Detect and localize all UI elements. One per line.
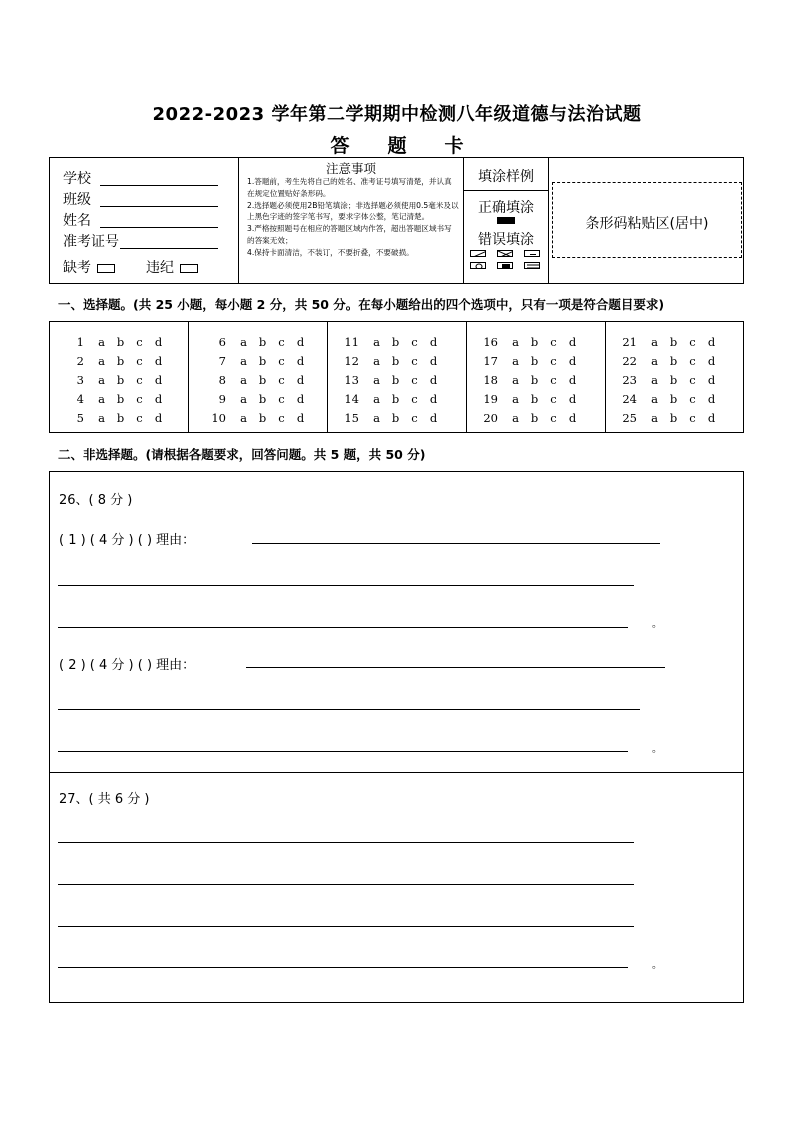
option-a-bubble[interactable]: a	[512, 392, 519, 406]
section-1-heading: 一、选择题。(共 25 小题，每小题 2 分，共 50 分。在每小题给出的四个选项中，只有一项是符合题目要求)	[58, 297, 665, 312]
question-number: 7	[218, 354, 226, 368]
note-item: 1.答题前，考生先将自己的姓名、准考证号填写清楚，并认真在规定位置贴好条形码。	[247, 177, 452, 198]
option-d-bubble[interactable]: d	[707, 411, 716, 425]
note-item: 3.严格按照题号在相应的答题区域内作答，超出答题区域书写的答案无效；	[247, 224, 452, 245]
choice-row	[478, 392, 582, 411]
option-b-bubble[interactable]: b	[530, 335, 539, 349]
question-number: 18	[483, 373, 498, 387]
choice-row	[68, 373, 168, 392]
option-d-bubble[interactable]: d	[429, 411, 438, 425]
choice-row	[206, 392, 310, 411]
option-b-bubble[interactable]: b	[530, 411, 539, 425]
choice-row	[617, 411, 721, 430]
option-b-bubble[interactable]: b	[391, 335, 400, 349]
option-c-bubble[interactable]: c	[550, 354, 557, 368]
question-26-label: 26、( 8 分 )	[59, 493, 133, 508]
choice-row	[68, 335, 168, 354]
option-d-bubble[interactable]: d	[154, 411, 163, 425]
answer-line[interactable]	[252, 543, 660, 544]
option-b-bubble[interactable]: b	[669, 354, 678, 368]
wrong-mark-cross-icon	[497, 250, 513, 257]
option-d-bubble[interactable]: d	[296, 411, 305, 425]
option-d-bubble[interactable]: d	[568, 392, 577, 406]
option-d-bubble[interactable]: d	[707, 354, 716, 368]
fill-correct-mark	[497, 217, 515, 224]
question-number: 15	[344, 411, 359, 425]
question-number: 25	[622, 411, 637, 425]
question-26-part-2: ( 2 ) ( 4 分 ) ( ) 理由：	[59, 658, 196, 673]
option-a-bubble[interactable]: a	[98, 373, 105, 387]
option-a-bubble[interactable]: a	[98, 411, 105, 425]
option-c-bubble[interactable]: c	[411, 411, 418, 425]
question-number: 12	[344, 354, 359, 368]
choice-row	[68, 392, 168, 411]
option-d-bubble[interactable]: d	[707, 373, 716, 387]
page-title: 2022-2023 学年第二学期期中检测八年级道德与法治试题	[152, 104, 642, 125]
option-d-bubble[interactable]: d	[429, 335, 438, 349]
option-a-bubble[interactable]: a	[98, 392, 105, 406]
option-c-bubble[interactable]: c	[411, 335, 418, 349]
answer-box	[49, 471, 744, 1003]
option-a-bubble[interactable]: a	[512, 335, 519, 349]
name-label: 姓名	[63, 213, 91, 229]
divider	[464, 190, 548, 191]
option-a-bubble[interactable]: a	[98, 354, 105, 368]
answer-line[interactable]	[246, 667, 665, 668]
option-c-bubble[interactable]: c	[550, 373, 557, 387]
choice-row	[478, 373, 582, 392]
option-d-bubble[interactable]: d	[568, 373, 577, 387]
option-c-bubble[interactable]: c	[411, 373, 418, 387]
option-d-bubble[interactable]: d	[707, 335, 716, 349]
fill-wrong-label: 错误填涂	[478, 232, 534, 248]
choice-row	[339, 392, 443, 411]
choice-row	[339, 335, 443, 354]
class-label: 班级	[63, 192, 91, 208]
option-d-bubble[interactable]: d	[154, 354, 163, 368]
end-mark: 。	[652, 960, 662, 971]
notes-panel	[239, 158, 464, 283]
choice-answer-grid	[49, 321, 744, 433]
choice-row	[206, 373, 310, 392]
option-b-bubble[interactable]: b	[258, 392, 267, 406]
note-item: 2.选择题必须使用2B铅笔填涂；非选择题必须使用0.5毫米及以上黑色字迹的签字笔书写，要求字体公整，笔记清楚。	[247, 200, 459, 222]
option-b-bubble[interactable]: b	[391, 373, 400, 387]
option-d-bubble[interactable]: d	[568, 335, 577, 349]
school-label: 学校	[63, 171, 91, 187]
wrong-mark-lines-icon	[524, 262, 540, 269]
option-b-bubble[interactable]: b	[258, 354, 267, 368]
option-c-bubble[interactable]: c	[278, 392, 285, 406]
option-b-bubble[interactable]: b	[116, 335, 125, 349]
answer-line[interactable]	[58, 751, 628, 752]
option-c-bubble[interactable]: c	[136, 411, 143, 425]
choice-row	[478, 354, 582, 373]
option-a-bubble[interactable]: a	[651, 411, 658, 425]
choice-column	[188, 322, 328, 432]
option-c-bubble[interactable]: c	[278, 354, 285, 368]
option-a-bubble[interactable]: a	[512, 411, 519, 425]
option-a-bubble[interactable]: a	[373, 373, 380, 387]
option-c-bubble[interactable]: c	[136, 373, 143, 387]
question-number: 19	[483, 392, 498, 406]
option-b-bubble[interactable]: b	[391, 411, 400, 425]
option-c-bubble[interactable]: c	[136, 335, 143, 349]
question-number: 9	[218, 392, 226, 406]
section-2-heading: 二、非选择题。(请根据各题要求，回答问题。共 5 题，共 50 分)	[58, 447, 426, 462]
choice-row	[206, 354, 310, 373]
option-a-bubble[interactable]: a	[240, 354, 247, 368]
option-b-bubble[interactable]: b	[391, 392, 400, 406]
answer-line[interactable]	[58, 967, 628, 968]
option-c-bubble[interactable]: c	[278, 373, 285, 387]
notes-list	[247, 176, 459, 259]
divider	[50, 772, 743, 773]
option-c-bubble[interactable]: c	[278, 335, 285, 349]
option-c-bubble[interactable]: c	[411, 354, 418, 368]
option-d-bubble[interactable]: d	[296, 335, 305, 349]
option-c-bubble[interactable]: c	[689, 354, 696, 368]
question-number: 5	[76, 411, 84, 425]
option-c-bubble[interactable]: c	[136, 354, 143, 368]
answer-line[interactable]	[58, 842, 634, 843]
absent-label: 缺考	[63, 260, 115, 276]
option-c-bubble[interactable]: c	[550, 335, 557, 349]
wrong-mark-slash-icon	[470, 250, 486, 257]
option-a-bubble[interactable]: a	[240, 411, 247, 425]
choice-column	[466, 322, 606, 432]
question-number: 3	[76, 373, 84, 387]
option-a-bubble[interactable]: a	[373, 335, 380, 349]
choice-row	[339, 373, 443, 392]
option-b-bubble[interactable]: b	[669, 392, 678, 406]
option-a-bubble[interactable]: a	[240, 392, 247, 406]
exam-id-field[interactable]	[120, 248, 218, 249]
question-number: 16	[483, 335, 498, 349]
option-b-bubble[interactable]: b	[669, 373, 678, 387]
answer-line[interactable]	[58, 585, 634, 586]
option-a-bubble[interactable]: a	[651, 354, 658, 368]
option-d-bubble[interactable]: d	[568, 354, 577, 368]
option-c-bubble[interactable]: c	[689, 335, 696, 349]
end-mark: 。	[652, 619, 662, 630]
answer-line[interactable]	[58, 884, 634, 885]
option-d-bubble[interactable]: d	[707, 392, 716, 406]
option-c-bubble[interactable]: c	[689, 411, 696, 425]
page-subtitle: 答题卡	[330, 135, 502, 157]
option-b-bubble[interactable]: b	[116, 411, 125, 425]
question-number: 8	[218, 373, 226, 387]
option-c-bubble[interactable]: c	[689, 373, 696, 387]
choice-column	[327, 322, 467, 432]
choice-row	[617, 373, 721, 392]
option-b-bubble[interactable]: b	[530, 354, 539, 368]
question-number: 6	[218, 335, 226, 349]
question-number: 24	[622, 392, 637, 406]
option-c-bubble[interactable]: c	[278, 411, 285, 425]
violation-label: 违纪	[146, 260, 198, 276]
question-number: 20	[483, 411, 498, 425]
wrong-mark-circle-icon	[470, 262, 486, 269]
wrong-mark-dash-icon	[524, 250, 540, 257]
choice-row	[206, 335, 310, 354]
question-number: 17	[483, 354, 498, 368]
option-a-bubble[interactable]: a	[373, 354, 380, 368]
fill-example-panel	[464, 158, 549, 283]
barcode-area	[552, 182, 742, 258]
choice-row	[68, 411, 168, 430]
question-26-part-1: ( 1 ) ( 4 分 ) ( ) 理由：	[59, 533, 196, 548]
option-b-bubble[interactable]: b	[669, 335, 678, 349]
option-c-bubble[interactable]: c	[550, 392, 557, 406]
notes-title: 注意事项	[325, 161, 376, 176]
choice-row	[339, 354, 443, 373]
option-a-bubble[interactable]: a	[240, 335, 247, 349]
fill-correct-label: 正确填涂	[478, 200, 534, 216]
answer-line[interactable]	[58, 926, 634, 927]
violation-checkbox[interactable]	[180, 264, 198, 273]
barcode-label: 条形码粘贴区(居中)	[585, 216, 709, 232]
option-b-bubble[interactable]: b	[391, 354, 400, 368]
student-info-panel	[50, 158, 239, 283]
school-field[interactable]	[100, 185, 218, 186]
question-number: 23	[622, 373, 637, 387]
option-a-bubble[interactable]: a	[651, 335, 658, 349]
option-b-bubble[interactable]: b	[116, 392, 125, 406]
choice-row	[478, 411, 582, 430]
option-b-bubble[interactable]: b	[258, 373, 267, 387]
option-b-bubble[interactable]: b	[116, 354, 125, 368]
option-d-bubble[interactable]: d	[429, 373, 438, 387]
choice-row	[617, 335, 721, 354]
question-number: 10	[211, 411, 226, 425]
option-d-bubble[interactable]: d	[296, 354, 305, 368]
fill-example-title: 填涂样例	[478, 169, 534, 185]
choice-row	[339, 411, 443, 430]
option-c-bubble[interactable]: c	[411, 392, 418, 406]
question-27-label: 27、( 共 6 分 )	[59, 792, 150, 807]
choice-column	[605, 322, 743, 432]
absent-checkbox[interactable]	[97, 264, 115, 273]
question-number: 22	[622, 354, 637, 368]
option-a-bubble[interactable]: a	[512, 373, 519, 387]
option-b-bubble[interactable]: b	[530, 373, 539, 387]
question-number: 14	[344, 392, 359, 406]
option-c-bubble[interactable]: c	[136, 392, 143, 406]
option-d-bubble[interactable]: d	[296, 392, 305, 406]
answer-line[interactable]	[58, 627, 628, 628]
option-a-bubble[interactable]: a	[98, 335, 105, 349]
option-a-bubble[interactable]: a	[240, 373, 247, 387]
note-item: 4.保持卡面清洁，不装订，不要折叠，不要破损。	[247, 247, 414, 257]
end-mark: 。	[652, 744, 662, 755]
question-number: 21	[622, 335, 637, 349]
option-a-bubble[interactable]: a	[373, 392, 380, 406]
option-a-bubble[interactable]: a	[512, 354, 519, 368]
choice-row	[68, 354, 168, 373]
answer-line[interactable]	[58, 709, 640, 710]
option-b-bubble[interactable]: b	[669, 411, 678, 425]
option-b-bubble[interactable]: b	[258, 335, 267, 349]
option-b-bubble[interactable]: b	[530, 392, 539, 406]
choice-row	[206, 411, 310, 430]
option-d-bubble[interactable]: d	[429, 354, 438, 368]
wrong-mark-partial-icon	[497, 262, 513, 269]
option-c-bubble[interactable]: c	[550, 411, 557, 425]
option-a-bubble[interactable]: a	[651, 392, 658, 406]
option-d-bubble[interactable]: d	[296, 373, 305, 387]
option-d-bubble[interactable]: d	[568, 411, 577, 425]
class-field[interactable]	[100, 206, 218, 207]
option-a-bubble[interactable]: a	[373, 411, 380, 425]
question-number: 13	[344, 373, 359, 387]
option-b-bubble[interactable]: b	[116, 373, 125, 387]
option-d-bubble[interactable]: d	[154, 392, 163, 406]
option-c-bubble[interactable]: c	[689, 392, 696, 406]
option-a-bubble[interactable]: a	[651, 373, 658, 387]
question-number: 11	[344, 335, 359, 349]
question-number: 2	[76, 354, 84, 368]
exam-id-label: 准考证号	[63, 234, 119, 250]
choice-row	[617, 354, 721, 373]
question-number: 1	[76, 335, 84, 349]
choice-row	[617, 392, 721, 411]
choice-column	[50, 322, 189, 432]
choice-row	[478, 335, 582, 354]
name-field[interactable]	[100, 227, 218, 228]
option-b-bubble[interactable]: b	[258, 411, 267, 425]
option-d-bubble[interactable]: d	[154, 335, 163, 349]
option-d-bubble[interactable]: d	[154, 373, 163, 387]
question-number: 4	[76, 392, 84, 406]
option-d-bubble[interactable]: d	[429, 392, 438, 406]
